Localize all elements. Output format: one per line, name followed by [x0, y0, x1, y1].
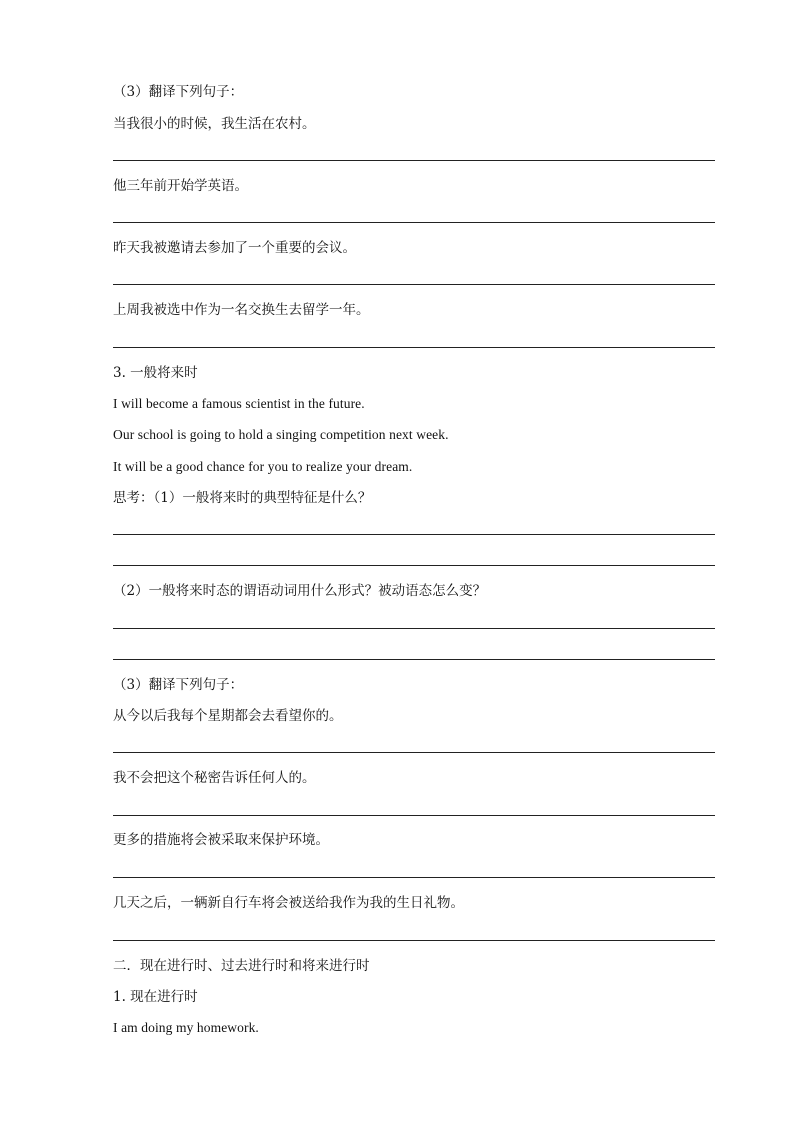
example-sentence: It will be a good chance for you to realize your dream. [113, 459, 413, 474]
answer-line[interactable] [113, 534, 715, 535]
answer-line[interactable] [113, 160, 715, 161]
translate-heading-2: （3）翻译下列句子： [113, 677, 244, 693]
answer-line[interactable] [113, 628, 715, 629]
example-sentence: I will become a famous scientist in the future. [113, 396, 365, 411]
answer-line[interactable] [113, 877, 715, 878]
chinese-sentence: 上周我被选中作为一名交换生去留学一年。 [113, 302, 370, 318]
answer-line[interactable] [113, 222, 715, 223]
chinese-sentence: 从今以后我每个星期都会去看望你的。 [113, 708, 343, 724]
answer-line[interactable] [113, 284, 715, 285]
section-heading: 1. 现在进行时 [113, 989, 198, 1005]
example-sentence: I am doing my homework. [113, 1020, 259, 1035]
part-heading: 二．现在进行时、过去进行时和将来进行时 [113, 958, 370, 974]
answer-line[interactable] [113, 659, 715, 660]
example-sentence: Our school is going to hold a singing competition next week. [113, 427, 449, 442]
answer-line[interactable] [113, 815, 715, 816]
section-heading: 3. 一般将来时 [113, 365, 198, 381]
answer-line[interactable] [113, 940, 715, 941]
answer-line[interactable] [113, 752, 715, 753]
chinese-sentence: 昨天我被邀请去参加了一个重要的会议。 [113, 240, 356, 256]
think-question-1: 思考：（1）一般将来时的典型特征是什么？ [113, 490, 372, 506]
think-question-2: （2）一般将来时态的谓语动词用什么形式？被动语态怎么变？ [113, 583, 487, 599]
chinese-sentence: 几天之后，一辆新自行车将会被送给我作为我的生日礼物。 [113, 895, 464, 911]
chinese-sentence: 他三年前开始学英语。 [113, 178, 248, 194]
answer-line[interactable] [113, 565, 715, 566]
chinese-sentence: 我不会把这个秘密告诉任何人的。 [113, 770, 316, 786]
answer-line[interactable] [113, 347, 715, 348]
chinese-sentence: 更多的措施将会被采取来保护环境。 [113, 832, 329, 848]
translate-heading-1: （3）翻译下列句子： [113, 84, 244, 100]
chinese-sentence: 当我很小的时候，我生活在农村。 [113, 116, 316, 132]
